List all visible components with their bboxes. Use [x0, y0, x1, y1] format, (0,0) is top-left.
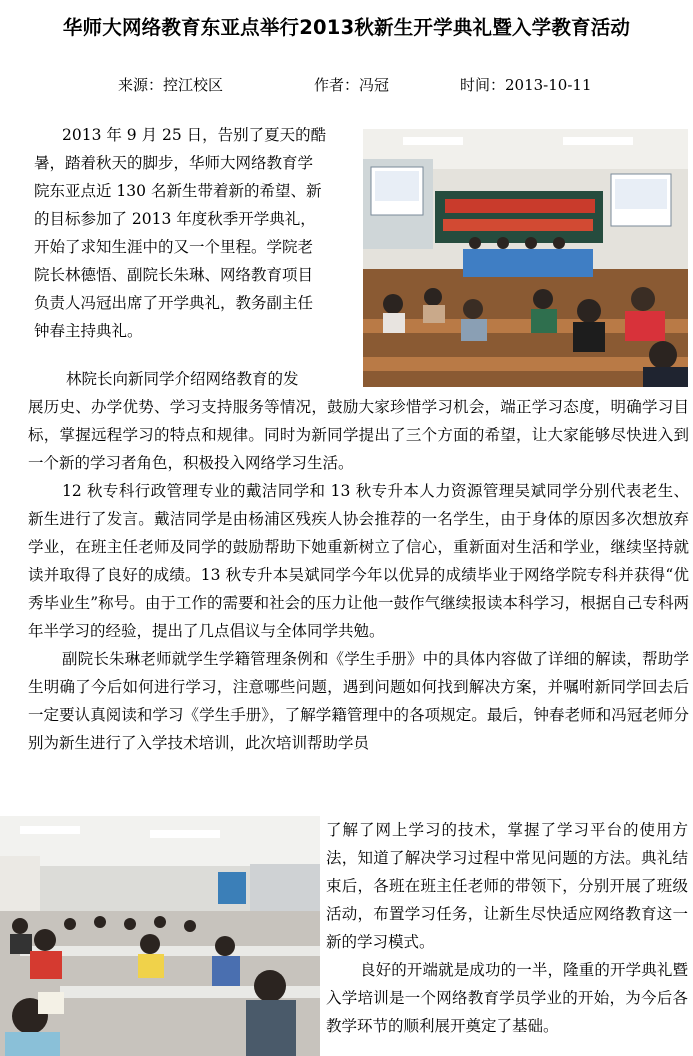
paragraph-4-first: 副院长朱琳老师就学生学籍管理条例和《学生手册》中的具体内容做了详细的解读，帮助学生明确了今后如何进行学习，注意哪些问题，遇到问题如何找到解决方案，并嘱咐新同学回去后一定要认真阅读和学习《学生手册》，了解学籍管理中的各项规定。最后，钟春老师和冯冠老师分别为新生进行了入学技术培训，此次培训帮助学员: [28, 650, 689, 752]
meta-time: 时间：2013-10-11: [460, 76, 592, 94]
p1-line: 开始了求知生涯中的又一个里程。学院老: [34, 238, 314, 256]
paragraph-2-3-4: [28, 393, 689, 757]
p1-line: 院东亚点近 130 名新生带着新的希望、新: [34, 182, 322, 200]
paragraph-3: 12 秋专科行政管理专业的戴洁同学和 13 秋专升本人力资源管理吴斌同学分别代表老生、新生进行了发言。戴洁同学是由杨浦区残疾人协会推荐的一名学生，由于身体的原因多次想放弃学业，在班主任老师及同学的鼓励帮助下她重新树立了信心，重新面对生活和学业，继续坚持就读并取得了良好的成绩。13 秋专升本吴斌同学今年以优异的成绩毕业于网络学院专科并获得“优秀毕业生”称号。由于工作的需要和社会的压力让他一鼓作气继续报读本科学习，根据自己专科两年半学习的经验，提出了几点倡议与全体同学共勉。: [28, 482, 689, 640]
article-title: 华师大网络教育东亚点举行2013秋新生开学典礼暨入学教育活动: [62, 16, 631, 39]
paragraph-4-rest: 了解了网上学习的技术，掌握了学习平台的使用方法，知道了解决学习过程中常见问题的方法。典礼结束后，各班在班主任老师的带领下，分别开展了班级活动，布置学习任务，让新生尽快适应网络教育这一新的学习模式。: [326, 821, 688, 951]
p1-line: 负责人冯冠出席了开学典礼，教务副主任: [34, 294, 314, 312]
p1-line: 的目标参加了 2013 年度秋季开学典礼，: [34, 210, 316, 228]
p1-line: 2013 年 9 月 25 日，告别了夏天的酷: [62, 126, 327, 144]
p1-line: 院长林德悟、副院长朱琳、网络教育项目: [34, 266, 314, 284]
paragraph-5: 良好的开端就是成功的一半，隆重的开学典礼暨入学培训是一个网络教育学员学业的开始，为今后各教学环节的顺利展开奠定了基础。: [326, 961, 688, 1035]
meta-author: 作者：冯冠: [314, 76, 390, 94]
article-meta: [0, 74, 693, 94]
meta-source: 来源：控江校区: [118, 76, 224, 94]
paragraph-1: [34, 121, 354, 345]
students-classroom-photo: [0, 816, 320, 1056]
paragraph-2-rest: 展历史、办学优势、学习支持服务等情况，鼓励大家珍惜学习机会，端正学习态度，明确学习目标，掌握远程学习的特点和规律。同时为新同学提出了三个方面的希望，让大家能够尽快进入到一个新的学习者角色，积极投入网络学习生活。: [28, 398, 689, 472]
p1-line: 钟春主持典礼。: [34, 322, 143, 340]
p2-first: 林院长向新同学介绍网络教育的发: [66, 370, 299, 388]
paragraph-4-5-bottom: [326, 816, 688, 1040]
ceremony-hall-photo: [363, 129, 688, 387]
p1-line: 暑，踏着秋天的脚步，华师大网络教育学: [34, 154, 314, 172]
paragraph-2-first-line: [66, 365, 356, 393]
